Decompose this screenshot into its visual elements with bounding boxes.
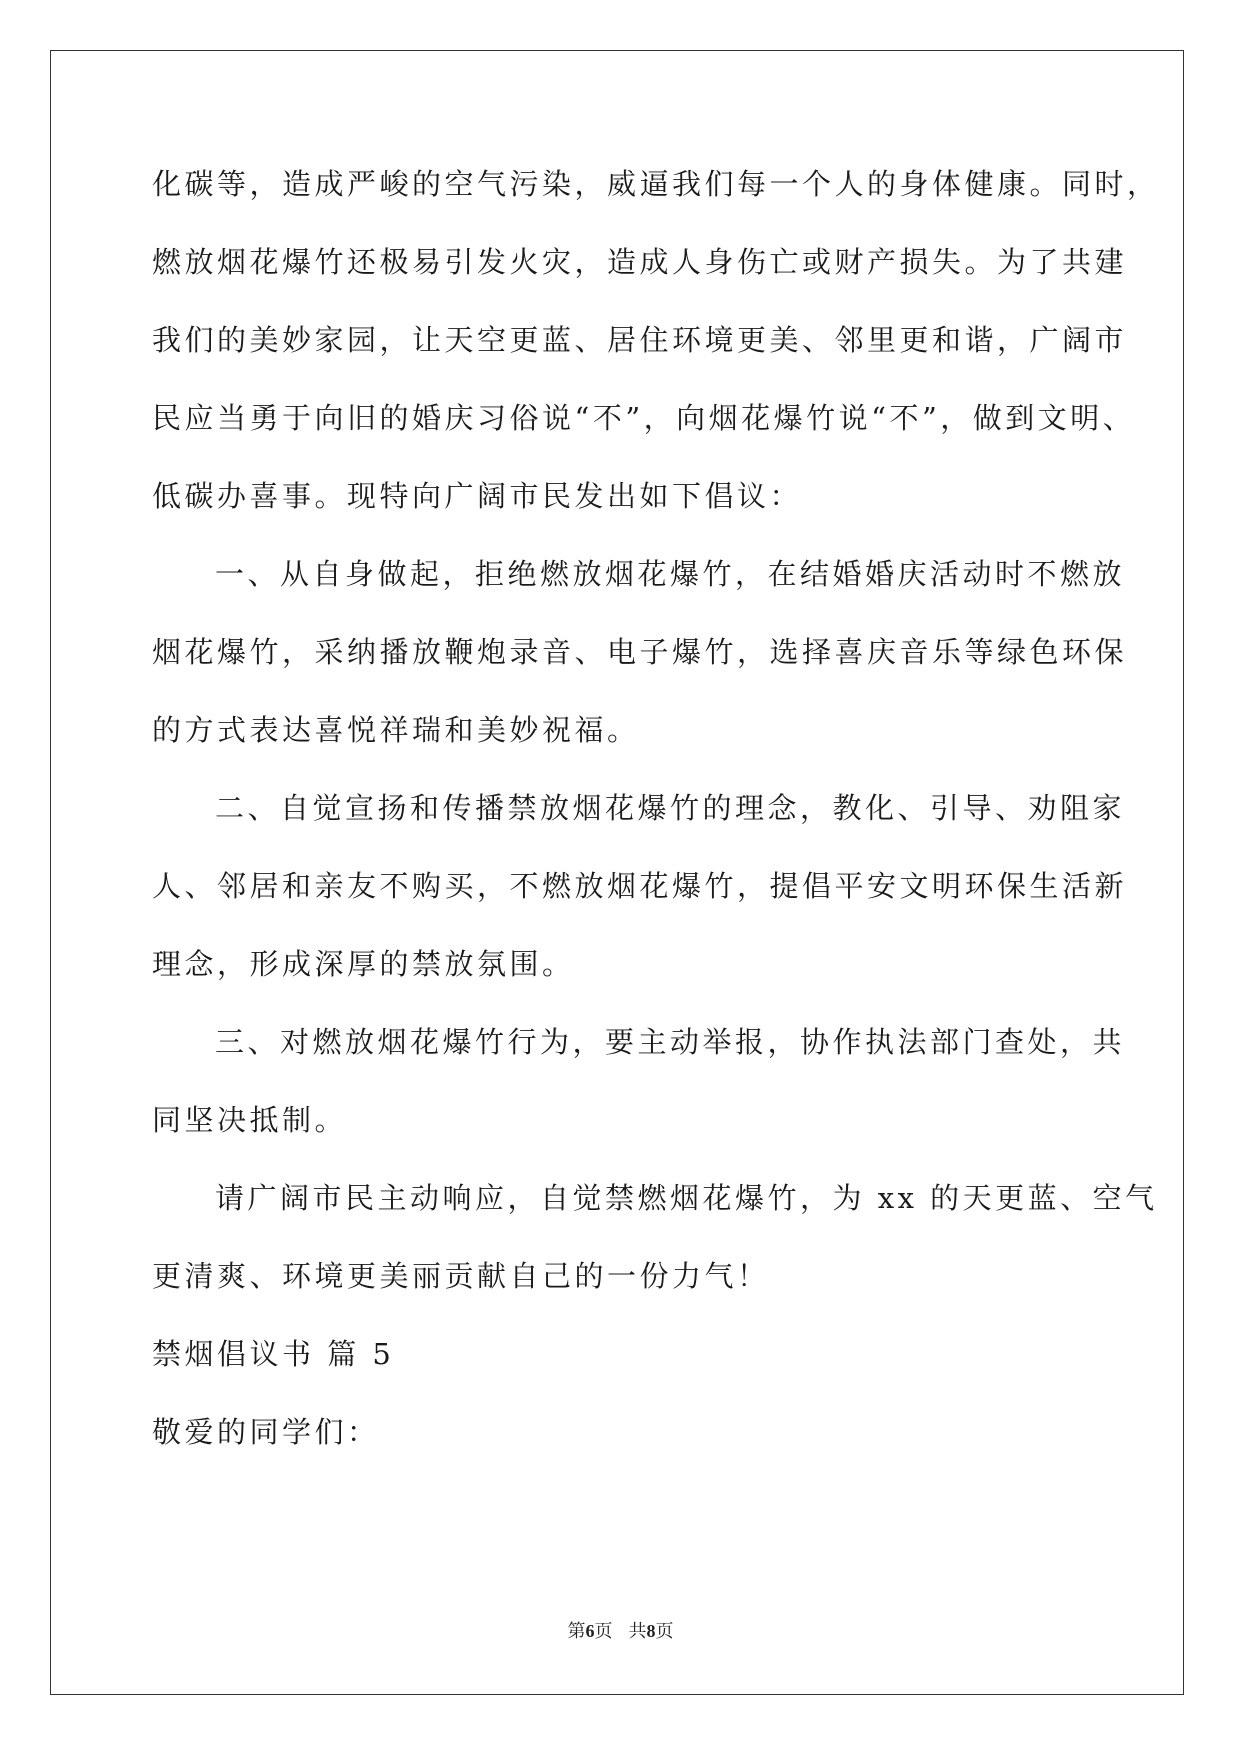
text-line: 低碳办喜事。现特向广阔市民发出如下倡议： [152, 479, 803, 513]
current-page-number: 6 [585, 1621, 595, 1641]
text-line: 燃放烟花爆竹还极易引发火灾，造成人身伤亡或财产损失。为了共建 [152, 245, 1128, 279]
section-heading: 禁烟倡议书 篇 5 [152, 1337, 395, 1371]
text-line: 我们的美妙家园，让天空更蓝、居住环境更美、邻里更和谐，广阔市 [152, 323, 1128, 357]
text-line: 民应当勇于向旧的婚庆习俗说“不”，向烟花爆竹说“不”，做到文明、 [152, 401, 1136, 435]
text-line: 人、邻居和亲友不购买，不燃放烟花爆竹，提倡平安文明环保生活新 [152, 869, 1128, 903]
text-line: 二、自觉宣扬和传播禁放烟花爆竹的理念，教化、引导、劝阻家 [215, 791, 1126, 825]
footer-total-suffix: 页 [655, 1621, 674, 1641]
footer-page-suffix: 页 [594, 1621, 613, 1641]
text-line: 理念，形成深厚的禁放氛围。 [152, 947, 575, 981]
text-line: 请广阔市民主动响应，自觉禁燃烟花爆竹，为 xx 的天更蓝、空气 [215, 1181, 1158, 1215]
text-line: 化碳等，造成严峻的空气污染，威逼我们每一个人的身体健康。同时， [152, 167, 1160, 201]
footer-prefix: 第 [567, 1621, 586, 1641]
text-line: 三、对燃放烟花爆竹行为，要主动举报，协作执法部门查处，共 [215, 1025, 1126, 1059]
page-footer [0, 1619, 1241, 1643]
total-pages-number: 8 [646, 1621, 656, 1641]
text-line: 一、从自身做起，拒绝燃放烟花爆竹，在结婚婚庆活动时不燃放 [215, 557, 1126, 591]
text-line: 的方式表达喜悦祥瑞和美妙祝福。 [152, 713, 640, 747]
text-line: 同坚决抵制。 [152, 1103, 348, 1137]
text-line: 烟花爆竹，采纳播放鞭炮录音、电子爆竹，选择喜庆音乐等绿色环保 [152, 635, 1128, 669]
document-body [152, 162, 1160, 1488]
salutation: 敬爱的同学们： [152, 1415, 380, 1449]
text-line: 更清爽、环境更美丽贡献自己的一份力气！ [152, 1259, 770, 1293]
footer-total-prefix: 共 [628, 1621, 647, 1641]
